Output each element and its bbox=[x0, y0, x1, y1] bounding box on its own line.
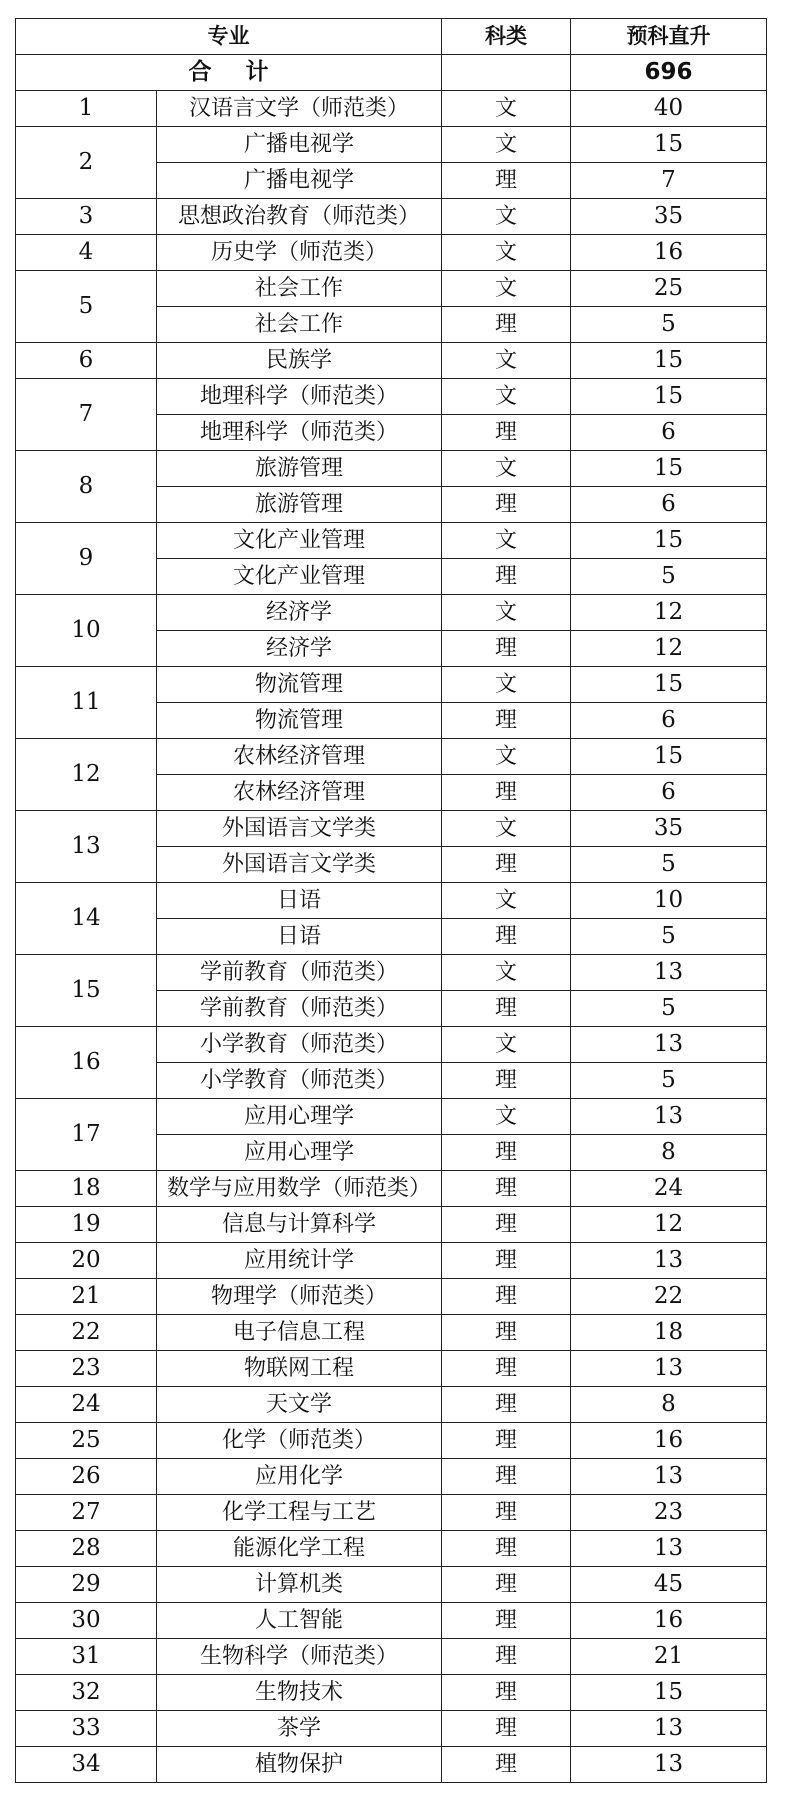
major-name: 小学教育（师范类） bbox=[157, 1027, 442, 1063]
category-cell: 理 bbox=[442, 919, 571, 955]
major-name: 农林经济管理 bbox=[157, 739, 442, 775]
quota-cell: 10 bbox=[571, 883, 767, 919]
category-cell: 理 bbox=[442, 1171, 571, 1207]
row-number: 30 bbox=[16, 1603, 157, 1639]
major-name: 旅游管理 bbox=[157, 451, 442, 487]
category-cell: 文 bbox=[442, 91, 571, 127]
category-cell: 理 bbox=[442, 415, 571, 451]
table-row bbox=[16, 1747, 767, 1783]
category-cell: 文 bbox=[442, 883, 571, 919]
category-cell: 理 bbox=[442, 1423, 571, 1459]
category-cell: 文 bbox=[442, 1027, 571, 1063]
row-number: 31 bbox=[16, 1639, 157, 1675]
major-name: 数学与应用数学（师范类） bbox=[157, 1171, 442, 1207]
category-cell: 文 bbox=[442, 343, 571, 379]
category-cell: 理 bbox=[442, 1675, 571, 1711]
category-cell: 理 bbox=[442, 1063, 571, 1099]
major-name: 计算机类 bbox=[157, 1567, 442, 1603]
row-number: 3 bbox=[16, 199, 157, 235]
table-row bbox=[16, 271, 767, 307]
quota-cell: 7 bbox=[571, 163, 767, 199]
table-row bbox=[16, 883, 767, 919]
table-row bbox=[16, 1207, 767, 1243]
major-name: 经济学 bbox=[157, 595, 442, 631]
category-cell: 理 bbox=[442, 1279, 571, 1315]
quota-cell: 6 bbox=[571, 487, 767, 523]
table-row bbox=[16, 1351, 767, 1387]
quota-cell: 15 bbox=[571, 379, 767, 415]
table-row bbox=[16, 1639, 767, 1675]
row-number: 32 bbox=[16, 1675, 157, 1711]
header-quota: 预科直升 bbox=[571, 19, 767, 55]
quota-cell: 6 bbox=[571, 703, 767, 739]
table-body bbox=[16, 91, 767, 1783]
quota-cell: 22 bbox=[571, 1279, 767, 1315]
quota-cell: 18 bbox=[571, 1315, 767, 1351]
row-number: 15 bbox=[16, 955, 157, 1027]
major-name: 广播电视学 bbox=[157, 163, 442, 199]
category-cell: 文 bbox=[442, 127, 571, 163]
row-number: 33 bbox=[16, 1711, 157, 1747]
major-name: 茶学 bbox=[157, 1711, 442, 1747]
category-cell: 理 bbox=[442, 1351, 571, 1387]
table-row bbox=[16, 1243, 767, 1279]
major-name: 化学工程与工艺 bbox=[157, 1495, 442, 1531]
category-cell: 理 bbox=[442, 703, 571, 739]
category-cell: 文 bbox=[442, 1099, 571, 1135]
total-row bbox=[16, 55, 767, 91]
category-cell: 理 bbox=[442, 1315, 571, 1351]
major-name: 日语 bbox=[157, 883, 442, 919]
major-name: 社会工作 bbox=[157, 271, 442, 307]
header-category: 科类 bbox=[442, 19, 571, 55]
major-name: 应用心理学 bbox=[157, 1099, 442, 1135]
quota-cell: 6 bbox=[571, 415, 767, 451]
major-name: 文化产业管理 bbox=[157, 559, 442, 595]
row-number: 27 bbox=[16, 1495, 157, 1531]
major-name: 社会工作 bbox=[157, 307, 442, 343]
row-number: 8 bbox=[16, 451, 157, 523]
table-row bbox=[16, 1315, 767, 1351]
category-cell: 文 bbox=[442, 451, 571, 487]
category-cell: 理 bbox=[442, 307, 571, 343]
table-row bbox=[16, 667, 767, 703]
table-row bbox=[16, 1387, 767, 1423]
major-name: 文化产业管理 bbox=[157, 523, 442, 559]
major-name: 日语 bbox=[157, 919, 442, 955]
quota-cell: 23 bbox=[571, 1495, 767, 1531]
major-name: 应用化学 bbox=[157, 1459, 442, 1495]
row-number: 26 bbox=[16, 1459, 157, 1495]
table-row bbox=[16, 1027, 767, 1063]
major-name: 应用心理学 bbox=[157, 1135, 442, 1171]
table-row bbox=[16, 1279, 767, 1315]
category-cell: 文 bbox=[442, 739, 571, 775]
major-name: 植物保护 bbox=[157, 1747, 442, 1783]
major-name: 物流管理 bbox=[157, 667, 442, 703]
quota-cell: 5 bbox=[571, 919, 767, 955]
quota-cell: 35 bbox=[571, 199, 767, 235]
category-cell: 理 bbox=[442, 1711, 571, 1747]
major-name: 历史学（师范类） bbox=[157, 235, 442, 271]
category-cell: 理 bbox=[442, 1639, 571, 1675]
row-number: 29 bbox=[16, 1567, 157, 1603]
category-cell: 文 bbox=[442, 235, 571, 271]
table-row bbox=[16, 343, 767, 379]
quota-cell: 15 bbox=[571, 739, 767, 775]
row-number: 23 bbox=[16, 1351, 157, 1387]
major-name: 学前教育（师范类） bbox=[157, 991, 442, 1027]
table-row bbox=[16, 1711, 767, 1747]
quota-cell: 6 bbox=[571, 775, 767, 811]
row-number: 12 bbox=[16, 739, 157, 811]
quota-cell: 13 bbox=[571, 1459, 767, 1495]
row-number: 24 bbox=[16, 1387, 157, 1423]
row-number: 22 bbox=[16, 1315, 157, 1351]
quota-cell: 13 bbox=[571, 1027, 767, 1063]
row-number: 1 bbox=[16, 91, 157, 127]
category-cell: 理 bbox=[442, 1495, 571, 1531]
row-number: 18 bbox=[16, 1171, 157, 1207]
table-row bbox=[16, 1603, 767, 1639]
table-row bbox=[16, 1567, 767, 1603]
major-name: 信息与计算科学 bbox=[157, 1207, 442, 1243]
quota-cell: 16 bbox=[571, 235, 767, 271]
quota-cell: 15 bbox=[571, 523, 767, 559]
quota-cell: 5 bbox=[571, 991, 767, 1027]
admission-quota-table bbox=[15, 18, 767, 1783]
row-number: 34 bbox=[16, 1747, 157, 1783]
category-cell: 理 bbox=[442, 1603, 571, 1639]
category-cell: 理 bbox=[442, 775, 571, 811]
major-name: 电子信息工程 bbox=[157, 1315, 442, 1351]
quota-cell: 5 bbox=[571, 847, 767, 883]
category-cell: 文 bbox=[442, 523, 571, 559]
quota-cell: 15 bbox=[571, 1675, 767, 1711]
table-row bbox=[16, 1099, 767, 1135]
major-name: 人工智能 bbox=[157, 1603, 442, 1639]
total-category-empty bbox=[442, 55, 571, 91]
quota-cell: 13 bbox=[571, 1351, 767, 1387]
quota-cell: 13 bbox=[571, 1531, 767, 1567]
quota-cell: 24 bbox=[571, 1171, 767, 1207]
major-name: 小学教育（师范类） bbox=[157, 1063, 442, 1099]
category-cell: 理 bbox=[442, 631, 571, 667]
row-number: 14 bbox=[16, 883, 157, 955]
major-name: 应用统计学 bbox=[157, 1243, 442, 1279]
row-number: 2 bbox=[16, 127, 157, 199]
quota-cell: 40 bbox=[571, 91, 767, 127]
row-number: 19 bbox=[16, 1207, 157, 1243]
major-name: 物流管理 bbox=[157, 703, 442, 739]
category-cell: 理 bbox=[442, 1459, 571, 1495]
table-row bbox=[16, 1495, 767, 1531]
row-number: 28 bbox=[16, 1531, 157, 1567]
major-name: 天文学 bbox=[157, 1387, 442, 1423]
category-cell: 文 bbox=[442, 271, 571, 307]
category-cell: 理 bbox=[442, 559, 571, 595]
quota-cell: 13 bbox=[571, 955, 767, 991]
row-number: 17 bbox=[16, 1099, 157, 1171]
category-cell: 理 bbox=[442, 1135, 571, 1171]
total-label: 合计 bbox=[16, 55, 442, 91]
table-row bbox=[16, 235, 767, 271]
quota-cell: 8 bbox=[571, 1387, 767, 1423]
major-name: 物联网工程 bbox=[157, 1351, 442, 1387]
table-row bbox=[16, 523, 767, 559]
category-cell: 理 bbox=[442, 1567, 571, 1603]
row-number: 5 bbox=[16, 271, 157, 343]
major-name: 地理科学（师范类） bbox=[157, 415, 442, 451]
category-cell: 文 bbox=[442, 667, 571, 703]
header-major: 专业 bbox=[16, 19, 442, 55]
quota-cell: 15 bbox=[571, 451, 767, 487]
major-name: 能源化学工程 bbox=[157, 1531, 442, 1567]
major-name: 外国语言文学类 bbox=[157, 847, 442, 883]
quota-cell: 5 bbox=[571, 1063, 767, 1099]
quota-cell: 13 bbox=[571, 1747, 767, 1783]
row-number: 6 bbox=[16, 343, 157, 379]
quota-cell: 12 bbox=[571, 1207, 767, 1243]
total-value: 696 bbox=[571, 55, 767, 91]
table-row bbox=[16, 451, 767, 487]
major-name: 农林经济管理 bbox=[157, 775, 442, 811]
quota-cell: 16 bbox=[571, 1603, 767, 1639]
table-row bbox=[16, 1423, 767, 1459]
category-cell: 理 bbox=[442, 1243, 571, 1279]
quota-cell: 35 bbox=[571, 811, 767, 847]
major-name: 广播电视学 bbox=[157, 127, 442, 163]
row-number: 20 bbox=[16, 1243, 157, 1279]
major-name: 地理科学（师范类） bbox=[157, 379, 442, 415]
category-cell: 理 bbox=[442, 1207, 571, 1243]
quota-cell: 5 bbox=[571, 307, 767, 343]
header-row bbox=[16, 19, 767, 55]
row-number: 16 bbox=[16, 1027, 157, 1099]
quota-cell: 15 bbox=[571, 667, 767, 703]
row-number: 21 bbox=[16, 1279, 157, 1315]
category-cell: 理 bbox=[442, 1531, 571, 1567]
table-row bbox=[16, 91, 767, 127]
category-cell: 文 bbox=[442, 199, 571, 235]
table-row bbox=[16, 955, 767, 991]
table-row bbox=[16, 739, 767, 775]
quota-cell: 13 bbox=[571, 1243, 767, 1279]
row-number: 11 bbox=[16, 667, 157, 739]
quota-cell: 21 bbox=[571, 1639, 767, 1675]
row-number: 4 bbox=[16, 235, 157, 271]
table-row bbox=[16, 811, 767, 847]
major-name: 学前教育（师范类） bbox=[157, 955, 442, 991]
quota-cell: 16 bbox=[571, 1423, 767, 1459]
major-name: 汉语言文学（师范类） bbox=[157, 91, 442, 127]
table-row bbox=[16, 199, 767, 235]
category-cell: 理 bbox=[442, 163, 571, 199]
quota-cell: 45 bbox=[571, 1567, 767, 1603]
category-cell: 理 bbox=[442, 487, 571, 523]
category-cell: 理 bbox=[442, 1747, 571, 1783]
quota-cell: 15 bbox=[571, 343, 767, 379]
quota-cell: 12 bbox=[571, 631, 767, 667]
quota-cell: 5 bbox=[571, 559, 767, 595]
major-name: 生物技术 bbox=[157, 1675, 442, 1711]
major-name: 民族学 bbox=[157, 343, 442, 379]
category-cell: 文 bbox=[442, 595, 571, 631]
quota-cell: 13 bbox=[571, 1711, 767, 1747]
quota-cell: 25 bbox=[571, 271, 767, 307]
category-cell: 理 bbox=[442, 1387, 571, 1423]
category-cell: 理 bbox=[442, 991, 571, 1027]
row-number: 10 bbox=[16, 595, 157, 667]
major-name: 思想政治教育（师范类） bbox=[157, 199, 442, 235]
major-name: 化学（师范类） bbox=[157, 1423, 442, 1459]
row-number: 7 bbox=[16, 379, 157, 451]
table-row bbox=[16, 1171, 767, 1207]
table-row bbox=[16, 595, 767, 631]
quota-cell: 15 bbox=[571, 127, 767, 163]
quota-cell: 12 bbox=[571, 595, 767, 631]
row-number: 25 bbox=[16, 1423, 157, 1459]
major-name: 旅游管理 bbox=[157, 487, 442, 523]
major-name: 生物科学（师范类） bbox=[157, 1639, 442, 1675]
category-cell: 文 bbox=[442, 811, 571, 847]
quota-cell: 13 bbox=[571, 1099, 767, 1135]
major-name: 经济学 bbox=[157, 631, 442, 667]
category-cell: 理 bbox=[442, 847, 571, 883]
category-cell: 文 bbox=[442, 379, 571, 415]
table-row bbox=[16, 1531, 767, 1567]
table-row bbox=[16, 379, 767, 415]
row-number: 13 bbox=[16, 811, 157, 883]
major-name: 外国语言文学类 bbox=[157, 811, 442, 847]
category-cell: 文 bbox=[442, 955, 571, 991]
table-row bbox=[16, 127, 767, 163]
major-name: 物理学（师范类） bbox=[157, 1279, 442, 1315]
table-row bbox=[16, 1675, 767, 1711]
quota-cell: 8 bbox=[571, 1135, 767, 1171]
row-number: 9 bbox=[16, 523, 157, 595]
table-row bbox=[16, 1459, 767, 1495]
